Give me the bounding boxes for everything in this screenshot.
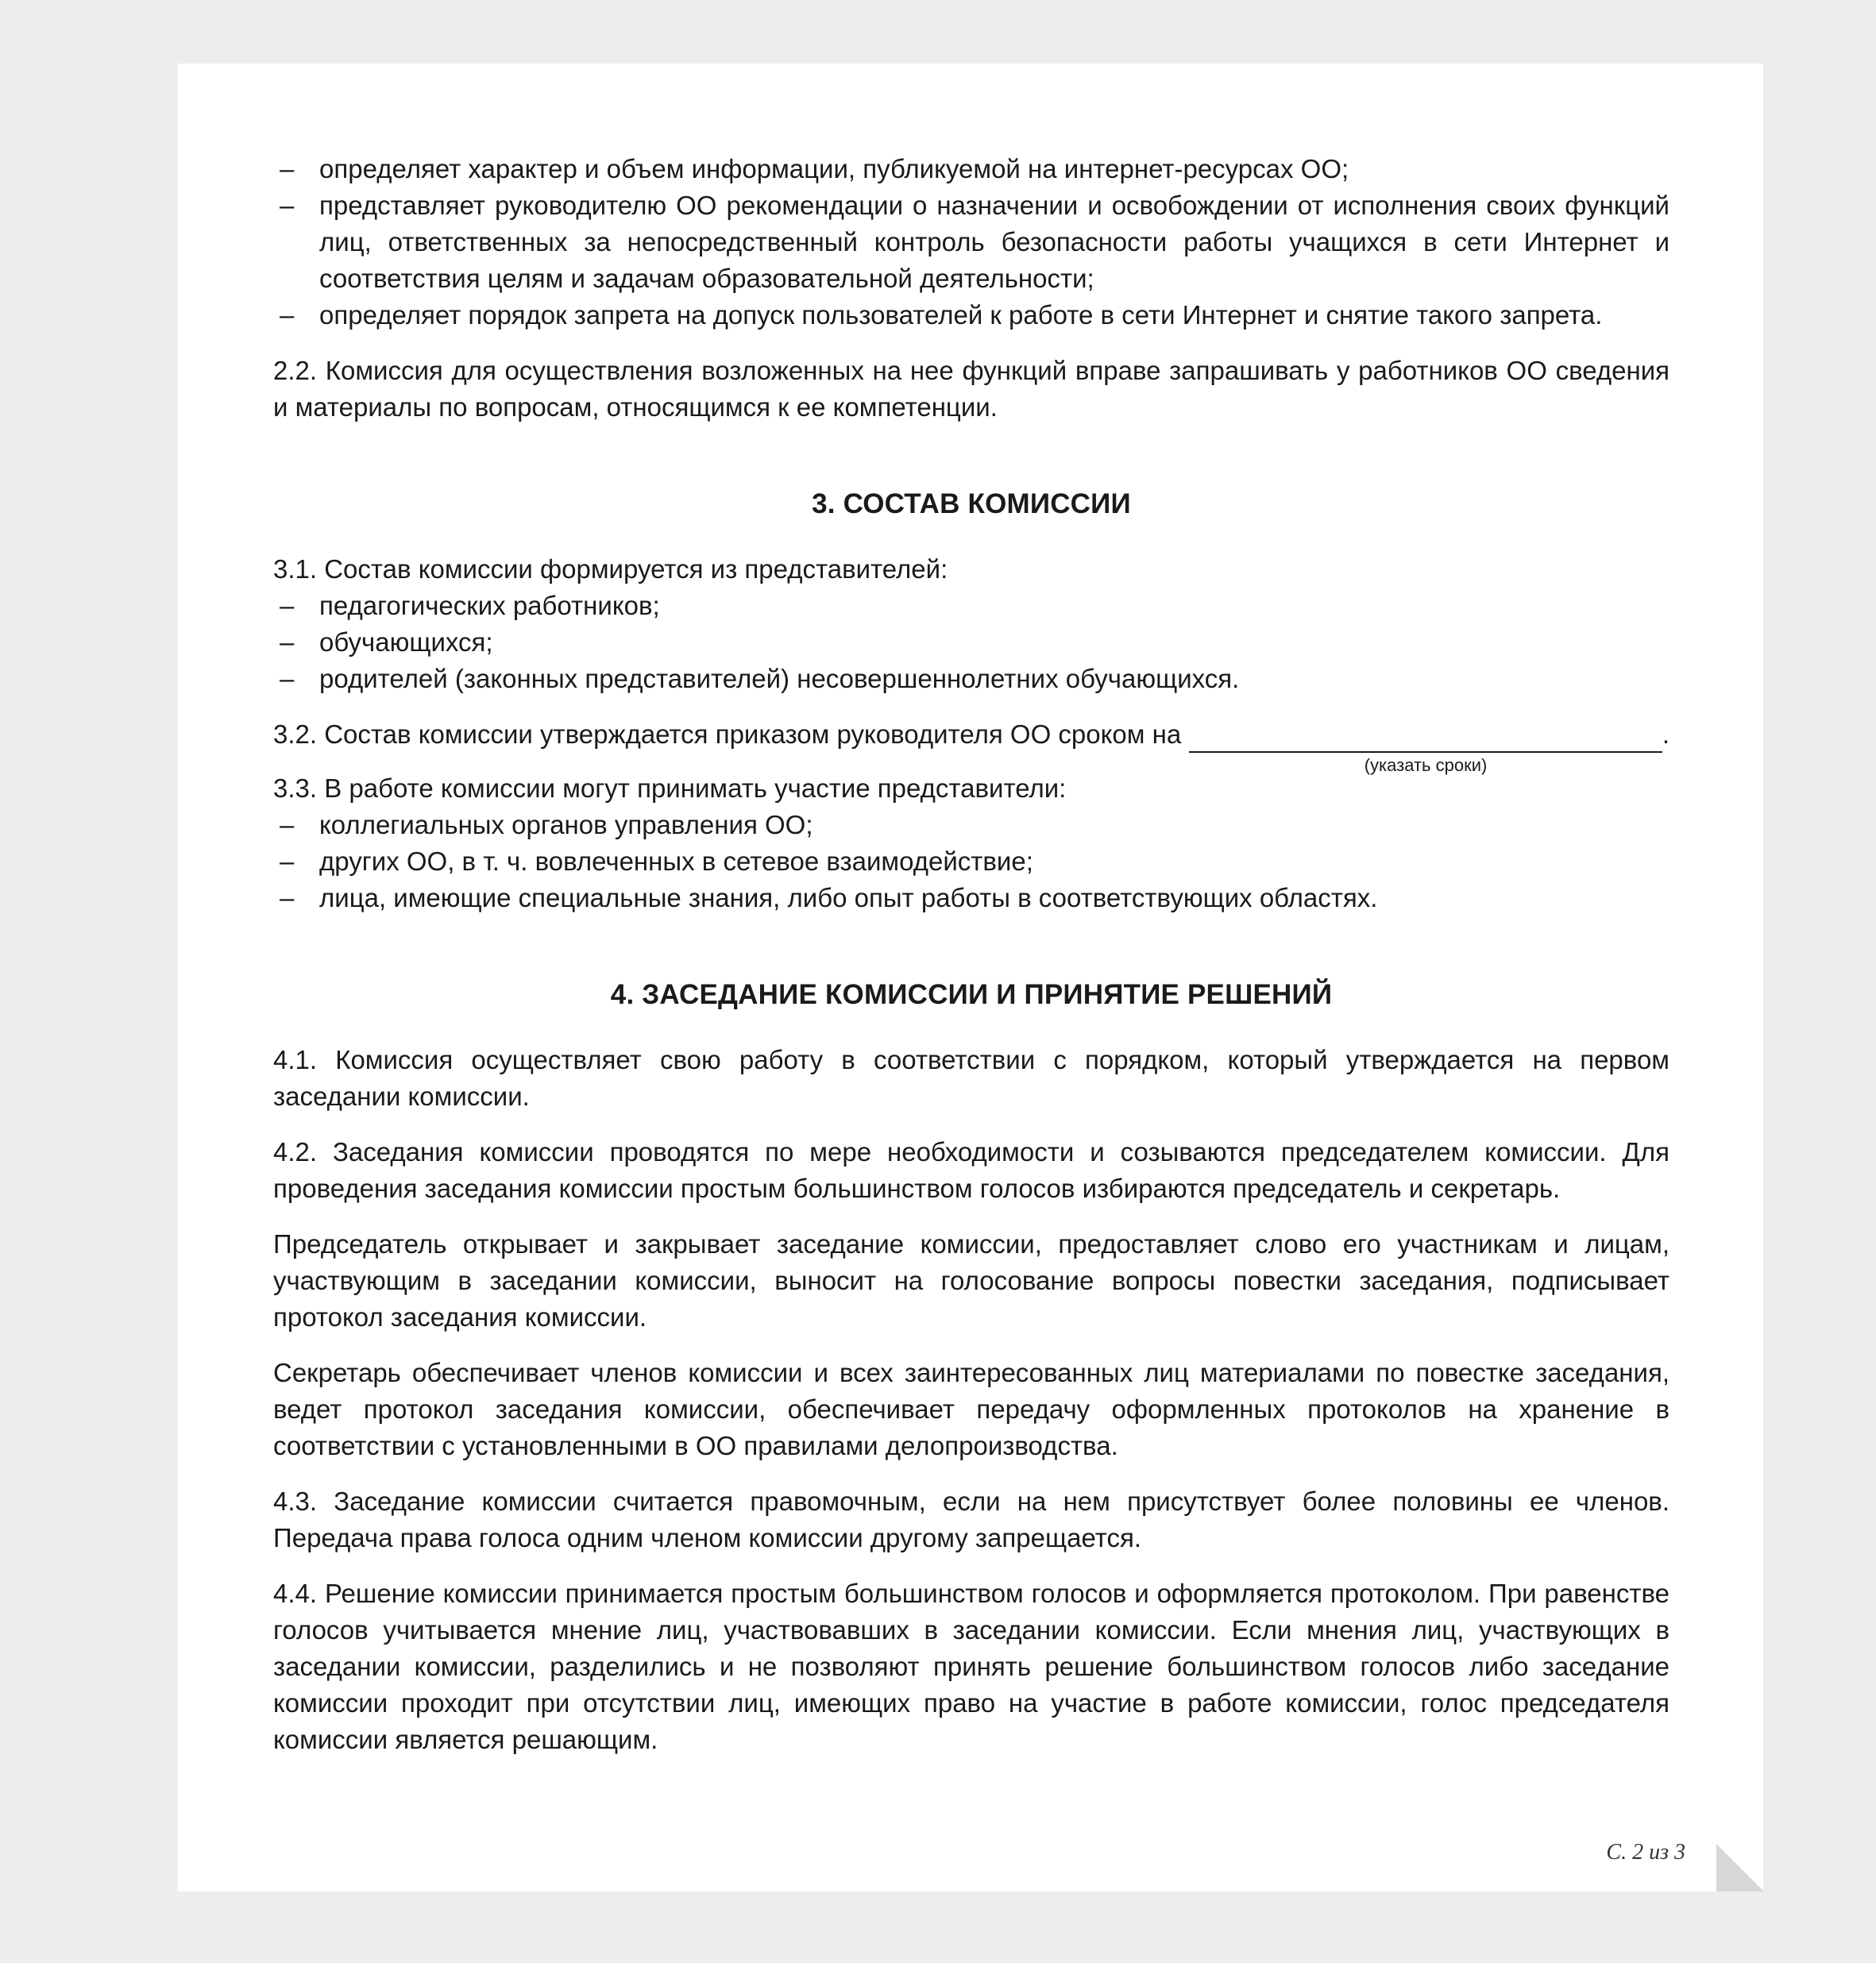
document-page: [178, 64, 1763, 1892]
paragraph-3-2: [273, 716, 1669, 775]
list-item: – определяет порядок запрета на допуск пользователей к работе в сети Интернет и снятие такого запрета.: [273, 297, 1669, 334]
list-item: – других ОО, в т. ч. вовлеченных в сетевое взаимодействие;: [273, 843, 1669, 880]
list-item: – коллегиальных органов управления ОО;: [273, 807, 1669, 843]
term-blank-hint: (указать сроки): [1364, 755, 1488, 775]
list-item: – обучающихся;: [273, 624, 1669, 661]
participants-list: [273, 807, 1669, 916]
members-list: [273, 588, 1669, 697]
paragraph-secretary: Секретарь обеспечивает членов комиссии и всех заинтересованных лиц материалами по повестке заседания, ведет протокол заседания комиссии, обеспечивает передачу оформленных протоколов на хранение в соответствии с установленными в ОО правилами делопроизводства.: [273, 1358, 1669, 1460]
list-item: – определяет характер и объем информации, публикуемой на интернет-ресурсах ОО;: [273, 151, 1669, 187]
paragraph-4-1: 4.1. Комиссия осуществляет свою работу в соответствии с порядком, который утверждается на первом заседании комиссии.: [273, 1045, 1669, 1111]
paragraph-2-2: 2.2. Комиссия для осуществления возложенных на нее функций вправе запрашивать у работников ОО сведения и материалы по вопросам, относящимся к ее компетенции.: [273, 356, 1669, 422]
paragraph-4-4: 4.4. Решение комиссии принимается простым большинством голосов и оформляется протоколом. При равенстве голосов учитывается мнение лиц, участвовавших в заседании комиссии. Если мнения лиц, участвующих в заседании комиссии, разделились и не позволяют принять решение большинством голосов либо заседание комиссии проходит при отсутствии лиц, имеющих право на участие в работе комиссии, голос председателя комиссии является решающим.: [273, 1579, 1669, 1754]
paragraph-4-2: 4.2. Заседания комиссии проводятся по мере необходимости и созываются председателем комиссии. Для проведения заседания комиссии простым большинством голосов избираются председатель и секретарь.: [273, 1137, 1669, 1203]
list-item: – лица, имеющие специальные знания, либо опыт работы в соответствующих областях.: [273, 880, 1669, 916]
document-body: [273, 151, 1669, 1758]
list-item: – педагогических работников;: [273, 588, 1669, 624]
functions-list: [273, 151, 1669, 334]
paragraph-4-3: 4.3. Заседание комиссии считается правомочным, если на нем присутствует более половины ее членов. Передача права голоса одним членом комиссии другому запрещается.: [273, 1487, 1669, 1552]
paragraph-3-3: 3.3. В работе комиссии могут принимать участие представители:: [273, 773, 1067, 803]
paragraph-3-2-text: 3.2. Состав комиссии утверждается приказом руководителя ОО сроком на: [273, 719, 1182, 749]
paragraph-3-2-period: .: [1662, 719, 1669, 749]
page-corner-fold: [1716, 1844, 1764, 1892]
section-4-title: 4. ЗАСЕДАНИЕ КОМИССИИ И ПРИНЯТИЕ РЕШЕНИЙ: [610, 979, 1333, 1010]
paragraph-chairman: Председатель открывает и закрывает заседание комиссии, предоставляет слово его участникам и лицам, участвующим в заседании комиссии, выносит на голосование вопросы повестки заседания, подписывает протокол заседания комиссии.: [273, 1229, 1669, 1332]
term-blank-field[interactable]: [1189, 723, 1662, 775]
paragraph-3-1: 3.1. Состав комиссии формируется из представителей:: [273, 554, 948, 584]
section-3-title: 3. СОСТАВ КОМИССИИ: [812, 488, 1131, 519]
page-number: С. 2 из 3: [1606, 1840, 1685, 1865]
list-item: – родителей (законных представителей) несовершеннолетних обучающихся.: [273, 661, 1669, 697]
list-item: – представляет руководителю ОО рекомендации о назначении и освобождении от исполнения своих функций лиц, ответственных за непосредственный контроль безопасности работы учащихся в сети Интернет и соответствия целям и задачам образовательной деятельности;: [273, 187, 1669, 297]
